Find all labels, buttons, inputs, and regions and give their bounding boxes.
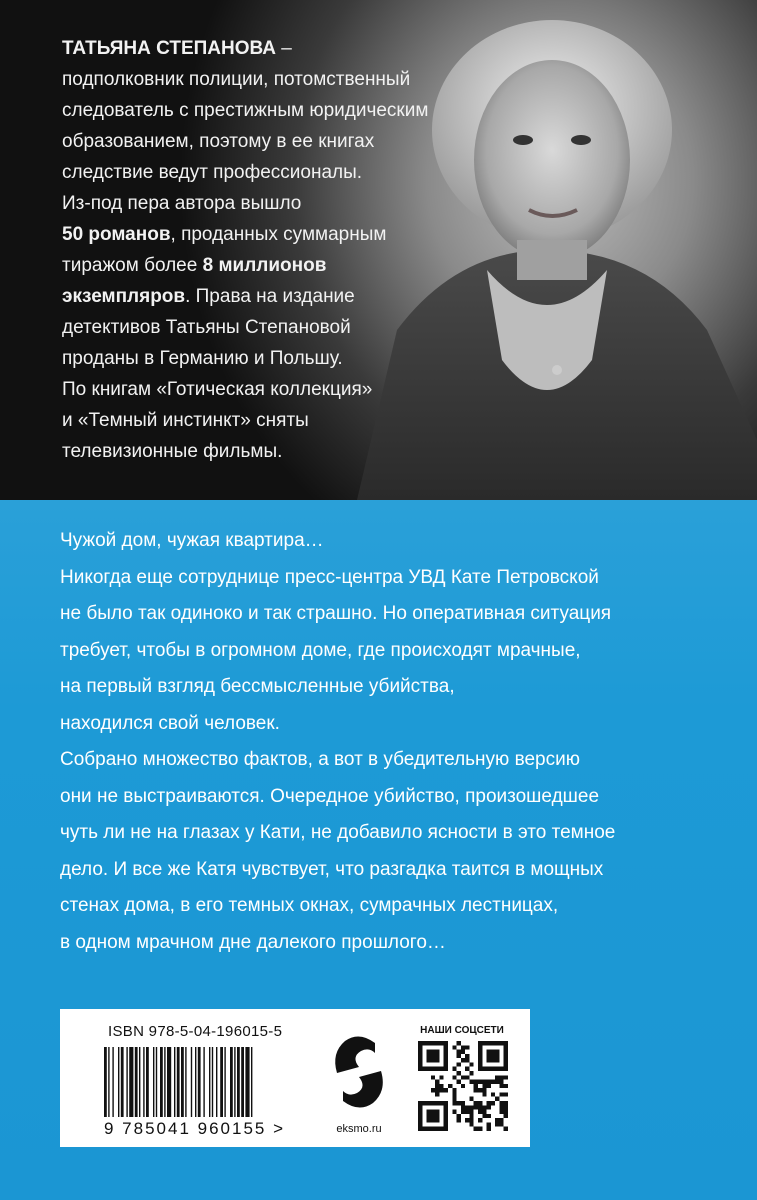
qr-module — [452, 1075, 456, 1079]
qr-module — [469, 1097, 473, 1101]
qr-module — [474, 1088, 478, 1092]
qr-module — [504, 1105, 508, 1109]
qr-module — [439, 1084, 443, 1088]
barcode-bar — [139, 1047, 140, 1117]
qr-module — [469, 1080, 473, 1084]
qr-module — [469, 1122, 473, 1126]
qr-module — [461, 1105, 465, 1109]
qr-module — [482, 1110, 486, 1114]
qr-module — [457, 1118, 461, 1122]
barcode-bar — [126, 1047, 127, 1117]
qr-module — [499, 1110, 503, 1114]
qr-module — [478, 1110, 482, 1114]
barcode-bar — [251, 1047, 252, 1117]
qr-module — [461, 1110, 465, 1114]
qr-module — [491, 1080, 495, 1084]
qr-module — [461, 1084, 465, 1088]
qr-module — [439, 1075, 443, 1079]
qr-module — [478, 1127, 482, 1131]
publisher-site: eksmo.ru — [336, 1123, 382, 1135]
qr-module — [504, 1114, 508, 1118]
qr-module — [487, 1050, 500, 1063]
qr-module — [487, 1101, 491, 1105]
isbn-info-box — [60, 1009, 530, 1147]
isbn-text: ISBN 978-5-04-196015-5 — [108, 1023, 283, 1040]
qr-module — [482, 1114, 486, 1118]
barcode-bar — [135, 1047, 138, 1117]
qr-module — [504, 1075, 508, 1079]
barcode-bar — [203, 1047, 204, 1117]
qr-module — [469, 1071, 473, 1075]
qr-module — [504, 1110, 508, 1114]
qr-module — [474, 1084, 478, 1088]
qr-module — [457, 1054, 461, 1058]
qr-module — [482, 1088, 486, 1092]
qr-module — [504, 1127, 508, 1131]
barcode-bar — [108, 1047, 109, 1117]
qr-module — [457, 1071, 461, 1075]
qr-module — [495, 1075, 499, 1079]
barcode-bar — [224, 1047, 225, 1117]
qr-module — [439, 1088, 443, 1092]
qr-module — [487, 1084, 491, 1088]
qr-module — [469, 1118, 473, 1122]
barcode-bar — [220, 1047, 223, 1117]
barcode-bar — [234, 1047, 235, 1117]
qr-module — [482, 1084, 486, 1088]
qr-module — [457, 1080, 461, 1084]
qr-module — [457, 1062, 461, 1066]
author-photo-section — [0, 0, 757, 500]
qr-module — [478, 1101, 482, 1105]
barcode-bar — [209, 1047, 210, 1117]
qr-module — [499, 1092, 503, 1096]
barcode-bar — [129, 1047, 133, 1117]
qr-module — [435, 1080, 439, 1084]
qr-module — [465, 1067, 469, 1071]
qr-module — [478, 1105, 482, 1109]
qr-module — [461, 1050, 465, 1054]
qr-module — [499, 1075, 503, 1079]
barcode-bar — [185, 1047, 186, 1117]
qr-module — [452, 1088, 456, 1092]
qr-module — [461, 1045, 465, 1049]
qr-module — [461, 1075, 465, 1079]
qr-module — [504, 1092, 508, 1096]
qr-module — [457, 1050, 461, 1054]
barcode-bar — [195, 1047, 196, 1117]
qr-module — [482, 1092, 486, 1096]
qr-module — [465, 1045, 469, 1049]
barcode-bar — [237, 1047, 240, 1117]
qr-module — [474, 1127, 478, 1131]
qr-module — [504, 1101, 508, 1105]
barcode-bar — [121, 1047, 124, 1117]
qr-module — [487, 1105, 491, 1109]
barcode-bar — [174, 1047, 175, 1117]
qr-module — [491, 1101, 495, 1105]
barcode-bar — [118, 1047, 119, 1117]
qr-module — [448, 1084, 452, 1088]
barcode-bar — [245, 1047, 249, 1117]
qr-module — [478, 1088, 482, 1092]
qr-code-icon — [418, 1041, 508, 1131]
barcode-bar — [156, 1047, 157, 1117]
qr-module — [431, 1088, 435, 1092]
barcode-bar — [104, 1047, 107, 1117]
qr-module — [499, 1105, 503, 1109]
qr-module — [465, 1075, 469, 1079]
qr-module — [495, 1122, 499, 1126]
qr-module — [469, 1105, 473, 1109]
barcode-bar — [191, 1047, 192, 1117]
qr-module — [431, 1075, 435, 1079]
qr-module — [499, 1084, 503, 1088]
qr-module — [457, 1114, 461, 1118]
qr-module — [452, 1110, 456, 1114]
qr-module — [461, 1101, 465, 1105]
qr-module — [495, 1097, 499, 1101]
qr-module — [469, 1062, 473, 1066]
qr-module — [499, 1080, 503, 1084]
qr-module — [465, 1118, 469, 1122]
qr-module — [457, 1041, 461, 1045]
qr-module — [469, 1114, 473, 1118]
qr-module — [474, 1080, 478, 1084]
qr-module — [427, 1050, 440, 1063]
qr-module — [465, 1058, 469, 1062]
qr-module — [465, 1105, 469, 1109]
qr-module — [474, 1105, 478, 1109]
barcode-bar — [164, 1047, 165, 1117]
barcode — [104, 1047, 314, 1117]
barcode-number: 9 785041 960155 > — [104, 1119, 286, 1138]
barcode-bar — [143, 1047, 144, 1117]
social-label: НАШИ СОЦСЕТИ — [420, 1025, 504, 1036]
qr-module — [478, 1080, 482, 1084]
qr-module — [504, 1084, 508, 1088]
qr-module — [469, 1110, 473, 1114]
barcode-bar — [241, 1047, 244, 1117]
book-blurb: Чужой дом, чужая квартира… Никогда еще сотруднице пресс-центра УВД Кате Петровской не было так одиноко и так страшно. Но оперативная ситуация требует, чтобы в огромном доме, где происходят мрачные, на первый взгляд бессмысленные убийства, находился свой человек. Собрано множество фактов, а вот в убедительную версию они не выстраиваются. Очередное убийство, произошедшее чуть ли не на глазах у Кати, не добавило ясности в это темное дело. И все же Катя чувствует, что разгадка таится в мощных стенах дома, в его темных окнах, сумрачных лестницах, в одном мрачном дне далекого прошлого… — [60, 530, 616, 953]
qr-module — [452, 1092, 456, 1096]
qr-module — [435, 1084, 439, 1088]
eksmo-logo-icon — [329, 1027, 389, 1117]
barcode-bar — [212, 1047, 213, 1117]
barcode-bar — [230, 1047, 233, 1117]
qr-module — [487, 1127, 491, 1131]
qr-module — [457, 1101, 461, 1105]
qr-module — [465, 1110, 469, 1114]
qr-module — [427, 1110, 440, 1123]
qr-module — [461, 1058, 465, 1062]
qr-module — [495, 1118, 499, 1122]
qr-module — [452, 1101, 456, 1105]
qr-module — [435, 1088, 439, 1092]
barcode-bar — [177, 1047, 180, 1117]
barcode-bar — [181, 1047, 184, 1117]
qr-module — [452, 1045, 456, 1049]
qr-module — [452, 1067, 456, 1071]
qr-module — [499, 1122, 503, 1126]
barcode-bar — [198, 1047, 201, 1117]
qr-module — [495, 1080, 499, 1084]
qr-module — [487, 1080, 491, 1084]
barcode-bar — [112, 1047, 113, 1117]
author-name: ТАТЬЯНА СТЕПАНОВА — [62, 38, 277, 59]
qr-module — [452, 1097, 456, 1101]
qr-module — [482, 1080, 486, 1084]
qr-module — [435, 1092, 439, 1096]
qr-module — [444, 1088, 448, 1092]
qr-module — [482, 1105, 486, 1109]
barcode-bar — [167, 1047, 171, 1117]
qr-module — [478, 1118, 482, 1122]
barcode-bar — [160, 1047, 163, 1117]
qr-module — [491, 1092, 495, 1096]
barcode-bar — [216, 1047, 217, 1117]
qr-module — [487, 1122, 491, 1126]
qr-module — [499, 1118, 503, 1122]
qr-module — [487, 1114, 491, 1118]
qr-module — [465, 1054, 469, 1058]
author-bio: ТАТЬЯНА СТЕПАНОВА – подполковник полиции, потомственный следователь с престижным юридическим образованием, поэтому в ее книгах следствие ведут профессионалы. Из-под пера автора вышло 50 романов, проданных суммарным тиражом более 8 миллионов экземпляров. Права на издание детективов Татьяны Степановой проданы в Германию и Польшу. По книгам «Готическая коллекция» и «Темный инстинкт» сняты телевизионные фильмы. — [62, 38, 429, 462]
barcode-bar — [153, 1047, 154, 1117]
qr-module — [474, 1101, 478, 1105]
qr-module — [499, 1101, 503, 1105]
barcode-bar — [146, 1047, 149, 1117]
